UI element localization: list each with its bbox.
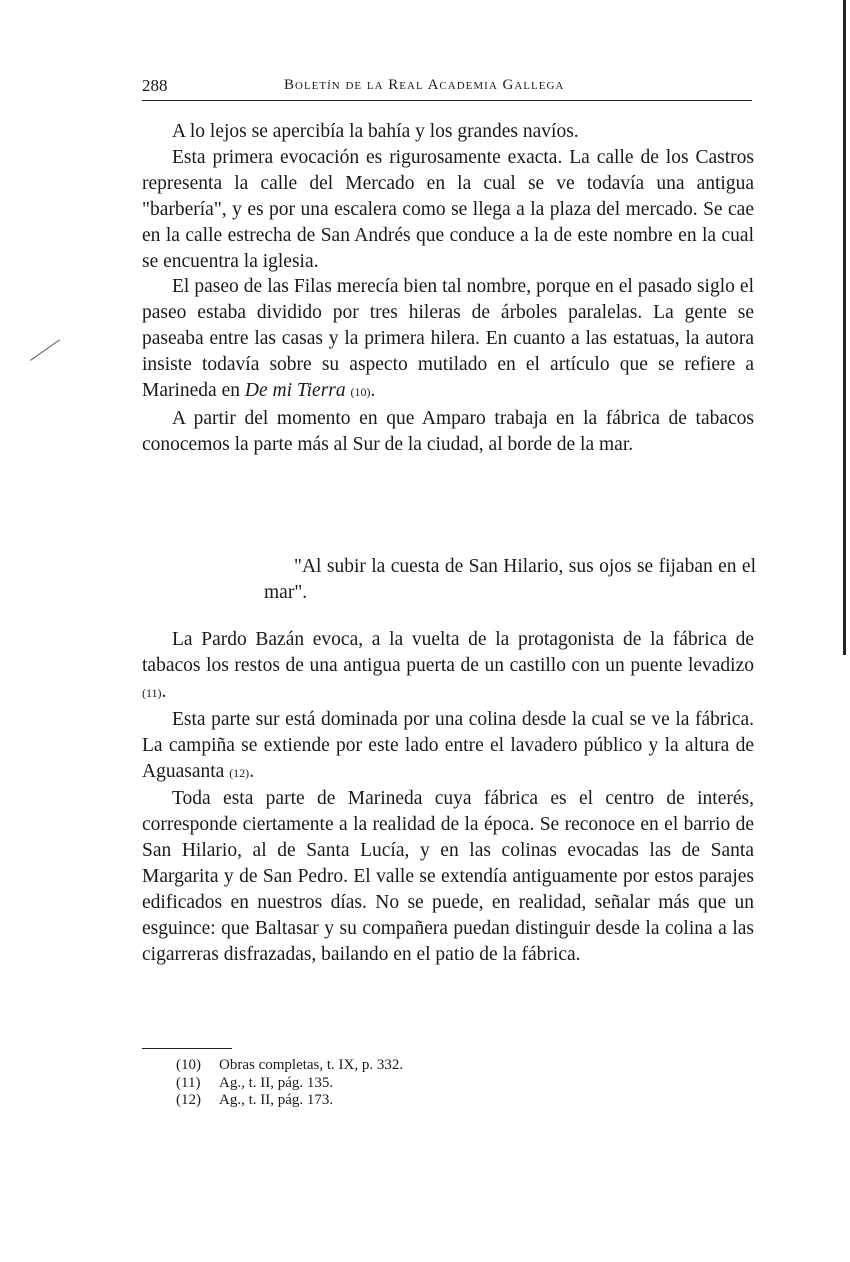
- margin-mark: [30, 339, 73, 378]
- footnote-divider: [142, 1048, 232, 1049]
- paragraph-text: A lo lejos se apercibía la bahía y los grandes navíos.: [172, 121, 579, 142]
- page-edge-line: [843, 0, 846, 655]
- paragraph-text: El paseo de las Filas merecía bien tal nombre, porque en el pasado siglo el paseo estaba dividido por tres hileras de árboles paralelas. La gente se paseaba entre las casas y la primera hilera. En cuanto a las estatuas, la autora insiste todavía sobre su aspecto mutilado en el artículo que se refiere a Marineda en: [142, 276, 754, 402]
- footnote-item: [176, 1075, 576, 1093]
- footnote-ref: (10): [350, 385, 371, 400]
- paragraph-text: A partir del momento en que Amparo trabaja en la fábrica de tabacos conocemos la parte más al Sur de la ciudad, al borde de la mar.: [142, 407, 754, 455]
- paragraph: [142, 627, 754, 707]
- paragraph: [142, 274, 754, 406]
- footnote-text: Ag., t. II, pág. 135.: [219, 1074, 334, 1091]
- block-quote: [264, 554, 756, 606]
- paragraph-tail: .: [249, 760, 255, 782]
- book-title: De mi Tierra: [244, 380, 346, 402]
- footnote-item: [176, 1057, 576, 1075]
- paragraph: [142, 707, 754, 787]
- main-text-block: [142, 119, 754, 458]
- footnote-number: (10): [176, 1057, 201, 1073]
- main-text-block-2: [142, 627, 754, 968]
- paragraph: [142, 406, 754, 458]
- footnote-ref: (11): [142, 685, 162, 700]
- page-number: 288: [142, 76, 168, 95]
- footnote-item: [176, 1092, 576, 1110]
- footnotes: [176, 1057, 576, 1110]
- paragraph-text: Toda esta parte de Marineda cuya fábrica es el centro de interés, corresponde ciertamente a la realidad de la época. Se reconoce en el barrio de San Hilario, al de Santa Lucía, y en las colinas evocadas las de Santa Margarita y de San Pedro. El valle se extendía antiguamente por estos parajes edificados en nuestros días. No se puede, en realidad, señalar más que un esguince: que Baltasar y su compañera puedan distinguir desde la colina a las cigarreras disfrazadas, bailando en el patio de la fábrica.: [142, 788, 754, 965]
- paragraph: [142, 119, 754, 145]
- paragraph-tail: .: [161, 680, 167, 702]
- footnote-text: Obras completas, t. IX, p. 332.: [219, 1057, 404, 1073]
- paragraph-text: La Pardo Bazán evoca, a la vuelta de la protagonista de la fábrica de tabacos los restos de una antigua puerta de un castillo con un puente levadizo: [142, 629, 754, 676]
- running-title: Boletín de la Real Academia Gallega: [284, 77, 565, 93]
- footnote-ref: (12): [229, 765, 250, 780]
- paragraph-text: Esta primera evocación es rigurosamente exacta. La calle de los Castros representa la calle del Mercado en la cual se ve todavía una antigua "barbería", y es por una escalera como se llega a la plaza del mercado. Se cae en la calle estrecha de San Andrés que conduce a la de este nombre en la cual se encuentra la iglesia.: [142, 146, 754, 272]
- page-header: [142, 76, 752, 101]
- footnote-number: (11): [176, 1074, 201, 1091]
- paragraph-tail: .: [370, 380, 376, 402]
- footnote-number: (12): [176, 1092, 201, 1108]
- paragraph-text: Esta parte sur está dominada por una colina desde la cual se ve la fábrica. La campiña se extiende por este lado entre el lavadero público y la altura de Aguasanta: [142, 708, 754, 782]
- footnote-text: Ag., t. II, pág. 173.: [219, 1092, 334, 1108]
- paragraph: [142, 786, 754, 967]
- paragraph: [142, 145, 754, 275]
- quote-text: "Al subir la cuesta de San Hilario, sus ojos se fijaban en el mar".: [264, 556, 756, 603]
